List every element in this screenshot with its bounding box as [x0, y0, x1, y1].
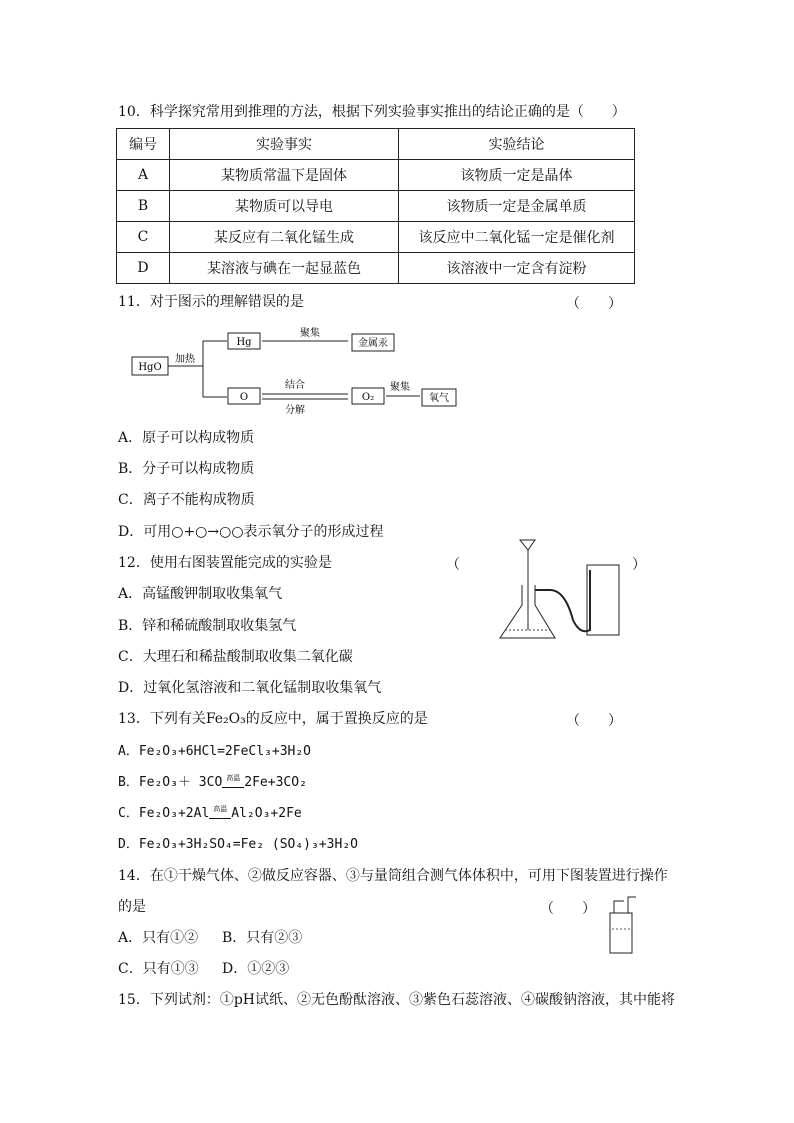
q11-option-b: B．分子可以构成物质 — [118, 461, 255, 477]
cell: 某物质可以导电 — [170, 191, 399, 222]
q11-option-d: D．可用○+○→○○表示氧分子的形成过程 — [118, 524, 384, 540]
q12-option-d: D．过氧化氢溶液和二氧化锰制取收集氧气 — [118, 680, 382, 696]
q11-option-a: A．原子可以构成物质 — [118, 430, 255, 446]
q10-table — [116, 128, 635, 284]
cell: 该反应中二氧化锰一定是催化剂 — [399, 222, 635, 253]
hgo-decomposition-diagram — [120, 320, 460, 415]
q14-paren: （ ） — [540, 901, 596, 917]
header-cell: 编号 — [117, 129, 170, 160]
gas-generation-apparatus — [495, 530, 625, 645]
q12-paren-close: ） — [632, 557, 646, 573]
gather-label: 聚集 — [300, 328, 320, 339]
q12-option-c: C．大理石和稀盐酸制取收集二氧化碳 — [118, 649, 353, 665]
cell: B — [117, 191, 170, 222]
q14-option-d: D．①②③ — [222, 961, 290, 977]
cell: 该溶液中一定含有淀粉 — [399, 253, 635, 284]
condition-label: 高温 — [222, 769, 244, 788]
equation-left: C．Fe₂O₃+2Al — [118, 806, 210, 821]
q15-stem: 15．下列试剂：①pH试纸、②无色酚酞溶液、③紫色石蕊溶液、④碳酸钠溶液，其中能将 — [118, 992, 675, 1008]
table-row — [117, 253, 635, 284]
table-row — [117, 222, 635, 253]
q13-stem: 13．下列有关Fe₂O₃的反应中，属于置换反应的是 — [118, 711, 428, 727]
table-row — [117, 191, 635, 222]
equation-left: B．Fe₂O₃＋ 3CO — [118, 775, 223, 790]
gather-label: 聚集 — [390, 382, 410, 393]
q13-option-c — [118, 805, 302, 825]
q12-stem: 12．使用右图装置能完成的实验是 — [118, 555, 332, 571]
cell: 某溶液与碘在一起显蓝色 — [170, 253, 399, 284]
cell: A — [117, 160, 170, 191]
equation-right: 2Fe+3CO₂ — [244, 775, 307, 790]
q12-option-b: B．锌和稀硫酸制取收集氢气 — [118, 618, 297, 634]
q14-stem: 14．在①干燥气体、②做反应容器、③与量筒组合测气体体积中，可用下图装置进行操作 — [118, 868, 668, 884]
hgo-label: HgO — [138, 362, 162, 373]
q13-option-d: D．Fe₂O₃+3H₂SO₄=Fe₂ (SO₄)₃+3H₂O — [118, 837, 358, 852]
condition-label: 高温 — [209, 800, 231, 819]
cell: 某反应有二氧化锰生成 — [170, 222, 399, 253]
gas-washing-bottle — [600, 895, 640, 957]
cell: 该物质一定是晶体 — [399, 160, 635, 191]
q12-option-a: A．高锰酸钾制取收集氧气 — [118, 586, 283, 602]
q14-stem-cont: 的是 — [118, 899, 146, 915]
o-label: O — [239, 392, 249, 403]
oxygen-label: 氧气 — [429, 393, 449, 404]
table-header — [117, 129, 635, 160]
q11-stem: 11．对于图示的理解错误的是 — [118, 294, 304, 310]
q12-paren-open: （ — [446, 557, 460, 573]
cell: 该物质一定是金属单质 — [399, 191, 635, 222]
cell: 某物质常温下是固体 — [170, 160, 399, 191]
hg-label: Hg — [236, 337, 252, 348]
q11-paren: （ ） — [566, 296, 622, 312]
q14-option-c: C．只有①③ — [118, 961, 199, 977]
q14-option-a: A．只有①② — [118, 930, 199, 946]
equation-right: Al₂O₃+2Fe — [231, 806, 302, 821]
q10-stem: 10．科学探究常用到推理的方法，根据下列实验事实推出的结论正确的是（ ） — [118, 104, 626, 120]
q14-option-b: B．只有②③ — [222, 930, 303, 946]
table-row — [117, 160, 635, 191]
o2-label: O₂ — [361, 392, 375, 403]
cell: C — [117, 222, 170, 253]
combine-label: 结合 — [285, 380, 305, 391]
q13-option-a: A．Fe₂O₃+6HCl=2FeCl₃+3H₂O — [118, 744, 312, 759]
q13-paren: （ ） — [566, 713, 622, 729]
mercury-label: 金属汞 — [358, 338, 388, 349]
q11-option-c: C．离子不能构成物质 — [118, 492, 255, 508]
decompose-label: 分解 — [285, 405, 305, 415]
heat-label: 加热 — [175, 354, 195, 365]
q13-option-b — [118, 774, 307, 794]
header-cell: 实验结论 — [399, 129, 635, 160]
header-cell: 实验事实 — [170, 129, 399, 160]
cell: D — [117, 253, 170, 284]
